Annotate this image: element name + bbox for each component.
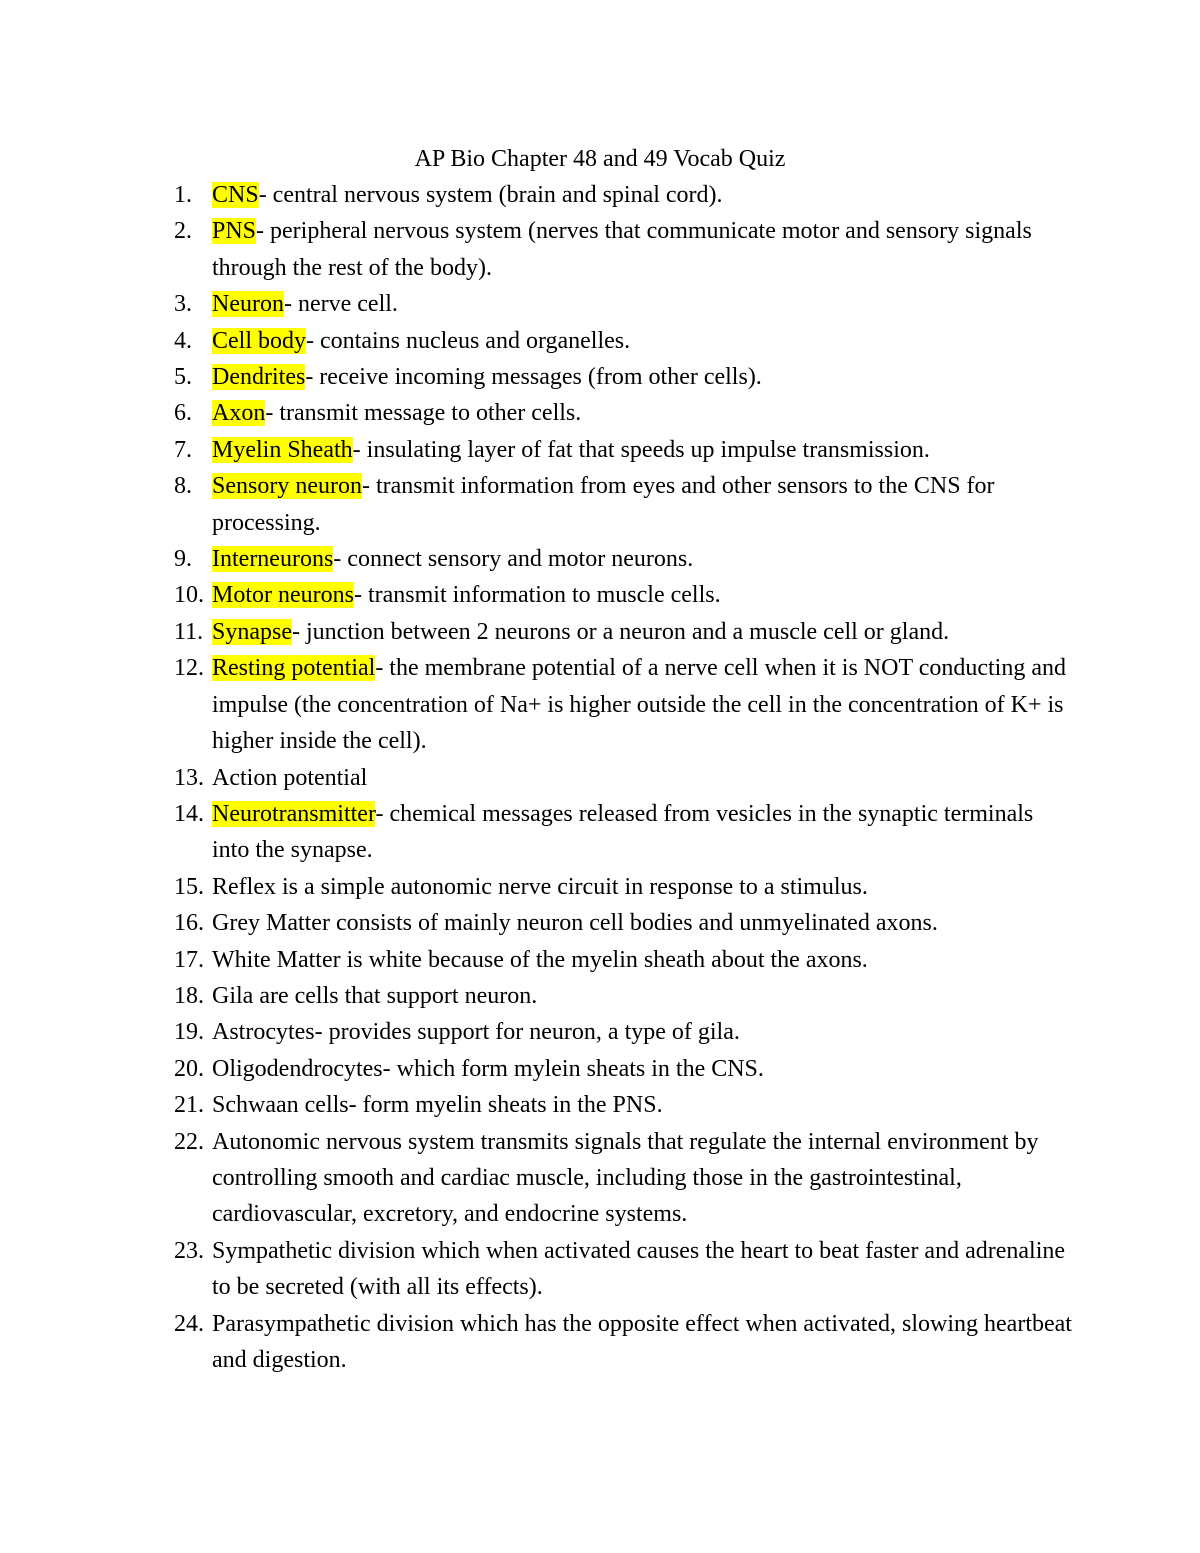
vocab-item [174, 760, 1074, 796]
vocab-item [174, 395, 1074, 431]
vocab-term-highlighted: CNS [212, 182, 259, 208]
vocab-number: 3. [174, 291, 192, 318]
vocab-number: 20. [174, 1055, 204, 1082]
vocab-definition: - transmit message to other cells. [265, 400, 582, 427]
vocab-definition: Reflex is a simple autonomic nerve circuit in response to a stimulus. [212, 873, 868, 900]
vocab-item [174, 286, 1074, 322]
vocab-number: 14. [174, 800, 204, 827]
vocab-definition: Autonomic nervous system transmits signals that regulate the internal environment by controlling smooth and cardiac muscle, including those in the gastrointestinal, cardiovascular, excretory, and endocrine systems. [212, 1128, 1039, 1228]
vocab-item [174, 650, 1074, 759]
vocab-definition: Gila are cells that support neuron. [212, 982, 538, 1009]
vocab-item [174, 432, 1074, 468]
vocab-definition: - contains nucleus and organelles. [306, 327, 631, 354]
vocab-item [174, 468, 1074, 541]
vocab-list [174, 177, 1074, 1378]
vocab-number: 13. [174, 764, 204, 791]
vocab-definition: Parasympathetic division which has the opposite effect when activated, slowing heartbeat and digestion. [212, 1310, 1072, 1373]
vocab-number: 2. [174, 218, 192, 245]
vocab-item [174, 942, 1074, 978]
vocab-definition: - peripheral nervous system (nerves that communicate motor and sensory signals through the rest of the body). [212, 218, 1032, 281]
vocab-number: 16. [174, 910, 204, 937]
vocab-item [174, 323, 1074, 359]
vocab-item [174, 796, 1074, 869]
vocab-definition: - the membrane potential of a nerve cell when it is NOT conducting and impulse (the concentration of Na+ is higher outside the cell in the concentration of K+ is higher inside the cell). [212, 655, 1066, 755]
vocab-item [174, 1051, 1074, 1087]
vocab-number: 1. [174, 182, 192, 208]
vocab-term-highlighted: Interneurons [212, 546, 334, 573]
vocab-number: 22. [174, 1128, 204, 1155]
vocab-number: 17. [174, 946, 204, 973]
vocab-term-highlighted: Dendrites [212, 364, 306, 391]
vocab-item [174, 1233, 1074, 1306]
vocab-number: 5. [174, 364, 192, 391]
vocab-definition: Astrocytes- provides support for neuron, a type of gila. [212, 1019, 740, 1046]
vocab-definition: - nerve cell. [283, 291, 398, 318]
vocab-number: 21. [174, 1092, 204, 1119]
vocab-number: 9. [174, 546, 192, 573]
vocab-number: 15. [174, 873, 204, 900]
vocab-item [174, 541, 1074, 577]
vocab-number: 6. [174, 400, 192, 427]
vocab-definition: - transmit information from eyes and other sensors to the CNS for processing. [212, 473, 995, 536]
vocab-item [174, 869, 1074, 905]
vocab-term-highlighted: Resting potential [212, 655, 376, 682]
vocab-definition: - connect sensory and motor neurons. [333, 546, 694, 573]
vocab-definition: White Matter is white because of the myelin sheath about the axons. [212, 946, 868, 973]
vocab-definition: - transmit information to muscle cells. [353, 582, 721, 609]
vocab-number: 19. [174, 1019, 204, 1046]
vocab-definition: - chemical messages released from vesicles in the synaptic terminals into the synapse. [212, 800, 1034, 864]
vocab-definition: - receive incoming messages (from other cells). [305, 364, 762, 391]
vocab-number: 11. [174, 618, 204, 645]
vocab-number: 23. [174, 1237, 204, 1264]
vocab-definition: Action potential [212, 764, 368, 791]
vocab-term-highlighted: Myelin Sheath [212, 436, 353, 463]
document-title: AP Bio Chapter 48 and 49 Vocab Quiz [414, 146, 786, 172]
vocab-term-highlighted: Motor neurons [212, 582, 354, 609]
vocab-term-highlighted: Cell body [212, 327, 306, 354]
vocab-term-highlighted: Sensory neuron [212, 473, 362, 500]
vocab-definition: - junction between 2 neurons or a neuron and a muscle cell or gland. [292, 618, 950, 645]
vocab-item [174, 177, 1074, 213]
vocab-term-highlighted: Neurotransmitter [212, 800, 376, 827]
vocab-number: 4. [174, 327, 192, 354]
vocab-number: 10. [174, 582, 204, 609]
vocab-number: 8. [174, 473, 192, 500]
vocab-term-highlighted: Neuron [212, 291, 284, 318]
vocab-item [174, 1306, 1074, 1379]
vocab-term-highlighted: PNS [212, 218, 257, 245]
vocab-item [174, 1124, 1074, 1233]
vocab-definition: Sympathetic division which when activated causes the heart to beat faster and adrenaline to be secreted (with all its effects). [212, 1237, 1066, 1301]
vocab-definition: Grey Matter consists of mainly neuron cell bodies and unmyelinated axons. [212, 910, 938, 937]
vocab-item [174, 1087, 1074, 1123]
vocab-item [174, 359, 1074, 395]
vocab-item [174, 213, 1074, 286]
vocab-term-highlighted: Synapse [212, 618, 292, 645]
vocab-number: 7. [174, 436, 192, 463]
vocab-item [174, 577, 1074, 613]
vocab-item [174, 978, 1074, 1014]
vocab-item [174, 614, 1074, 650]
vocab-definition: - central nervous system (brain and spinal cord). [258, 182, 723, 208]
vocab-item [174, 1014, 1074, 1050]
vocab-item [174, 905, 1074, 941]
vocab-number: 18. [174, 982, 204, 1009]
vocab-definition: Schwaan cells- form myelin sheats in the PNS. [212, 1092, 663, 1119]
vocab-definition: Oligodendrocytes- which form mylein sheats in the CNS. [212, 1055, 764, 1082]
vocab-number: 12. [174, 655, 204, 682]
vocab-number: 24. [174, 1310, 204, 1337]
vocab-term-highlighted: Axon [212, 400, 266, 427]
vocab-definition: - insulating layer of fat that speeds up impulse transmission. [352, 436, 930, 463]
